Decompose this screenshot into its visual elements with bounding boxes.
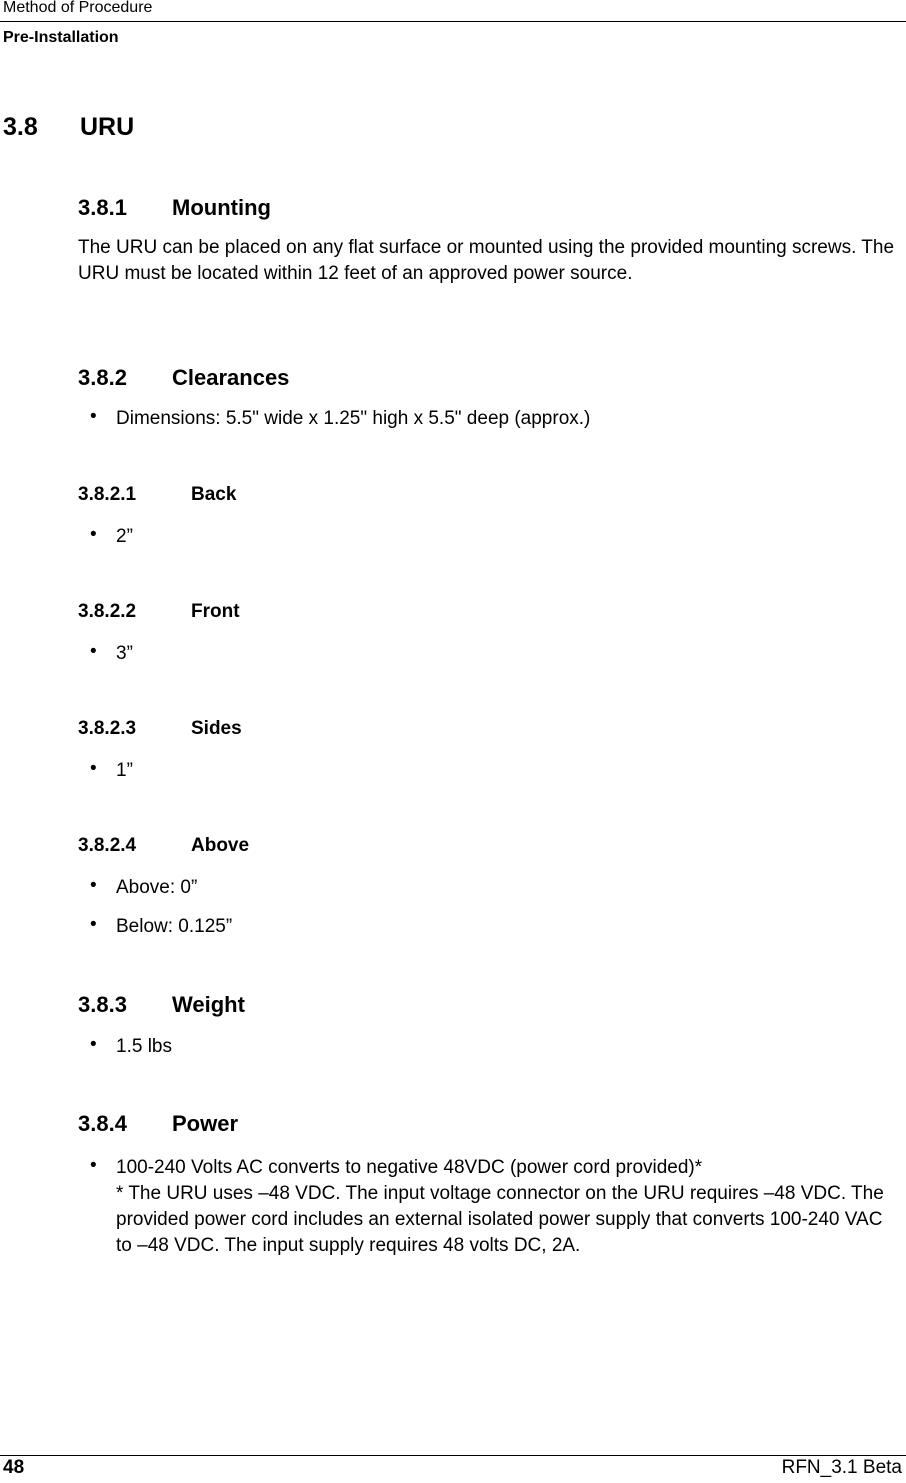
above-clearance: Above: 0” <box>116 877 198 898</box>
running-header-section: Pre-Installation <box>3 29 119 46</box>
clearances-dimensions: Dimensions: 5.5" wide x 1.25" high x 5.5" deep (approx.) <box>116 408 591 429</box>
bullet-dot: • <box>90 875 97 896</box>
section-title: URU <box>80 113 135 141</box>
back-heading <box>78 484 478 508</box>
front-number: 3.8.2.2 <box>78 601 137 622</box>
section-number: 3.8 <box>3 113 38 141</box>
power-heading <box>78 1111 478 1139</box>
bullet-dot: • <box>90 524 97 545</box>
sides-title: Sides <box>191 718 242 739</box>
back-clearance: 2” <box>116 526 133 547</box>
document-id: RFN_3.1 Beta <box>781 1457 902 1478</box>
sides-clearance: 1” <box>116 760 133 781</box>
clearances-heading <box>78 365 478 393</box>
above-number: 3.8.2.4 <box>78 835 137 856</box>
below-clearance: Below: 0.125” <box>116 916 233 937</box>
section-heading <box>3 113 403 145</box>
header-rule <box>0 21 906 22</box>
weight-heading <box>78 992 478 1020</box>
power-bullet <box>116 1155 896 1259</box>
sides-number: 3.8.2.3 <box>78 718 137 739</box>
bullet-dot: • <box>90 758 97 779</box>
mounting-title: Mounting <box>172 195 271 220</box>
running-header-title: Method of Procedure <box>3 0 153 16</box>
above-title: Above <box>191 835 250 856</box>
mounting-paragraph: The URU can be placed on any flat surface or mounted using the provided mounting screws. The URU must be located within 12 feet of an approved power source. <box>78 237 895 284</box>
power-title: Power <box>172 1111 239 1136</box>
weight-number: 3.8.3 <box>78 992 127 1017</box>
footer-rule <box>0 1455 906 1456</box>
back-title: Back <box>191 484 237 505</box>
sides-heading <box>78 718 478 742</box>
front-heading <box>78 601 478 625</box>
bullet-dot: • <box>90 1155 97 1176</box>
power-input-line: 100-240 Volts AC converts to negative 48VDC (power cord provided)* <box>116 1157 703 1178</box>
bullet-dot: • <box>90 1034 97 1055</box>
bullet-dot: • <box>90 406 97 427</box>
bullet-dot: • <box>90 914 97 935</box>
above-heading <box>78 835 478 859</box>
mounting-heading <box>78 195 478 223</box>
page-number: 48 <box>3 1457 25 1478</box>
weight-title: Weight <box>172 992 245 1017</box>
power-number: 3.8.4 <box>78 1111 127 1136</box>
front-title: Front <box>191 601 240 622</box>
mounting-number: 3.8.1 <box>78 195 127 220</box>
weight-value: 1.5 lbs <box>116 1036 172 1057</box>
clearances-number: 3.8.2 <box>78 365 127 390</box>
front-clearance: 3” <box>116 643 133 664</box>
power-footnote: * The URU uses –48 VDC. The input voltage connector on the URU requires –48 VDC. The provided power cord includes an external isolated power supply that converts 100-240 VAC to –48 VDC. The input supply requires 48 volts DC, 2A. <box>116 1183 884 1256</box>
back-number: 3.8.2.1 <box>78 484 137 505</box>
clearances-title: Clearances <box>172 365 290 390</box>
bullet-dot: • <box>90 641 97 662</box>
